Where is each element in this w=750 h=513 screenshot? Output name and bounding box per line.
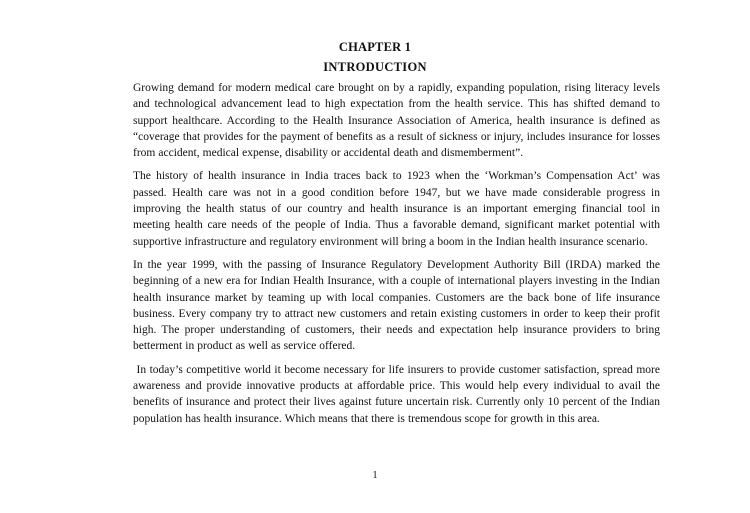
- body-text: [133, 80, 664, 434]
- chapter-heading: INTRODUCTION: [323, 60, 427, 74]
- paragraph-2: The history of health insurance in India traces back to 1923 when the ‘Workman’s Compensation Act’ was passed. Health care was not in a good condition before 1947, but we have made considerable progress in improving the health status of our country and health insurance is an important emerging financial tool in meeting health care needs of the people of India. Thus a favorable demand, significant market potential with supportive infrastructure and regulatory environment will bring a boom in the Indian health insurance scenario.: [133, 170, 660, 248]
- chapter-label: CHAPTER 1: [338, 40, 412, 54]
- paragraph-3: In the year 1999, with the passing of Insurance Regulatory Development Authority Bill (IRDA) marked the beginning of a new era for Indian Health Insurance, with a couple of international players investing in the Indian health insurance market by teaming up with local companies. Customers are the back bone of life insurance business. Every company try to attract new customers and retain existing customers in order to keep their profit high. The proper understanding of customers, their needs and expectation help insurance providers to bring betterment in product as well as service offered.: [133, 258, 660, 353]
- paragraph-4: In today’s competitive world it become necessary for life insurers to provide customer satisfaction, spread more awareness and provide innovative products at affordable price. This would help every individual to avail the benefits of insurance and protect their lives against future uncertain risk. Currently only 10 percent of the Indian population has health insurance. Which means that there is tremendous scope for growth in this area.: [133, 363, 664, 425]
- page-number: 1: [372, 470, 378, 481]
- paragraph-1: Growing demand for modern medical care brought on by a rapidly, expanding population, rising literacy levels and technological advancement lead to high expectation from the health service. This has shifted demand to support healthcare. According to the Health Insurance Association of America, health insurance is defined as “coverage that provides for the payment of benefits as a result of sickness or injury, includes insurance for losses from accident, medical expense, disability or accidental death and dismemberment”.: [133, 82, 660, 160]
